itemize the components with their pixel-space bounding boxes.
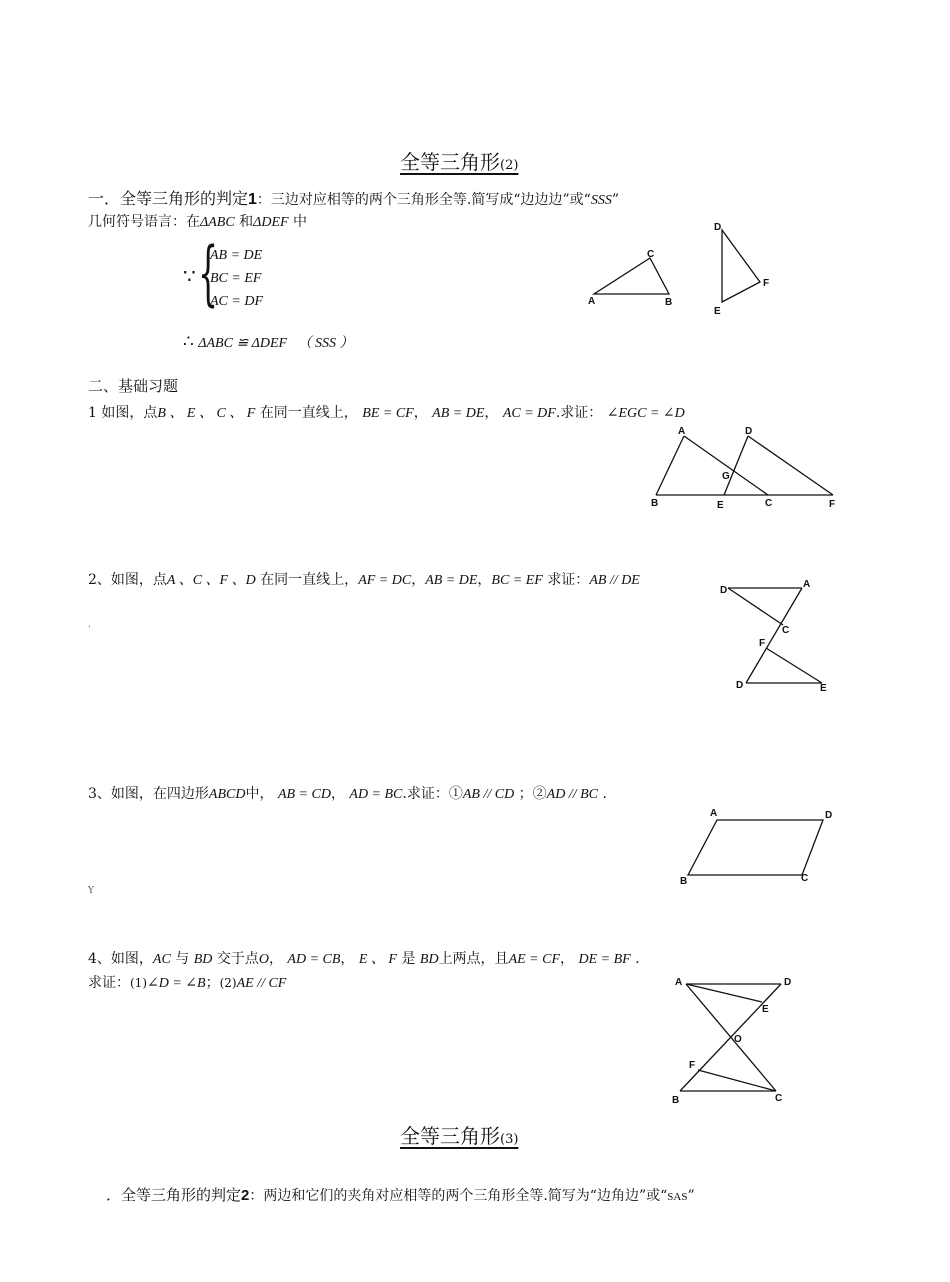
figure-q3 — [680, 808, 832, 887]
svg-text:F: F — [689, 1060, 696, 1071]
q4-ac: AC — [152, 952, 171, 967]
sec3-end: ” — [687, 1188, 695, 1204]
q1-label: 1 如图，点 — [88, 405, 158, 421]
q4-label: 4、如图， — [88, 951, 153, 967]
q3-prove: .求证： — [402, 786, 449, 802]
svg-text:D: D — [784, 977, 792, 988]
svg-text:C: C — [765, 498, 773, 509]
q4-goal1-num: (1) — [130, 976, 147, 990]
svg-text:D: D — [745, 426, 753, 437]
label-d: D — [714, 222, 722, 233]
q3-end: . — [602, 786, 607, 802]
svg-text:A: A — [710, 808, 718, 819]
reason: （ SSS ） — [297, 336, 354, 351]
heading-sss: SSS — [590, 193, 612, 208]
q3-sep: ； — [518, 786, 533, 802]
q2-points: A 、C 、F 、D — [166, 573, 256, 588]
q4-goal2: AE // CF — [236, 976, 287, 991]
q3-quad: ABCD — [208, 787, 246, 802]
q4-goal2-num: (2) — [219, 976, 237, 990]
q1-text: 在同一直线上， — [259, 405, 358, 421]
label-e: E — [714, 306, 721, 317]
q4-with: 与 — [175, 951, 190, 967]
q2-cond1: AF = DC — [358, 573, 412, 588]
sec3-number: 2 — [241, 1187, 250, 1204]
question-4: 4、如图，AC 与 BD 交于点O， AD = CB， E 、 F 是 BD上两点，且AE = CF， DE = BF . — [88, 951, 640, 967]
condition-1: AB = DE — [210, 248, 263, 263]
q2-goal: AB // DE — [589, 573, 640, 588]
q4-cond1: AD = CB — [287, 952, 341, 967]
q3-cond2: AD = BC — [349, 787, 403, 802]
q4-bd2: BD — [419, 952, 439, 967]
brace-icon: { — [198, 232, 219, 314]
q4-is: 是 — [401, 951, 416, 967]
svg-text:G: G — [722, 471, 730, 482]
svg-text:C: C — [801, 873, 809, 884]
svg-text:D: D — [825, 810, 833, 821]
triangle-abc: ΔABC — [200, 215, 235, 230]
svg-text:E: E — [820, 683, 827, 694]
condition-3: AC = DF — [210, 294, 263, 309]
title-text: 全等三角形 — [400, 1124, 500, 1148]
conclusion: ΔABC ≌ ΔDEF — [198, 336, 288, 351]
label-c: C — [647, 249, 655, 260]
label-f: F — [763, 278, 770, 289]
svg-text:A: A — [675, 977, 683, 988]
sec3-text: ：两边和它们的夹角对应相等的两个三角形全等.简写为“边角边”或“ — [249, 1188, 668, 1204]
heading-end: ” — [611, 192, 620, 208]
triangle-def-shape — [722, 230, 760, 302]
q3-goal2: AD // BC — [546, 787, 598, 802]
q3-goal1-num: ① — [448, 786, 463, 802]
svg-text:A: A — [678, 426, 686, 437]
q1-cond2: AB = DE — [432, 406, 485, 421]
svg-text:D: D — [736, 680, 744, 691]
mid-word: 中 — [293, 214, 308, 230]
symbol-lang-label: 几何符号语言：在 — [88, 214, 200, 230]
heading-text: ：三边对应相等的两个三角形全等.简写成“边边边”或“ — [256, 192, 591, 208]
svg-text:E: E — [717, 500, 724, 511]
label-a: A — [588, 296, 596, 307]
q2-prove: 求证： — [547, 572, 590, 588]
q1-cond3: AC = DF — [502, 406, 556, 421]
because-symbol: ∵ — [183, 264, 196, 288]
svg-text:E: E — [762, 1004, 769, 1015]
q2-cond2: AB = DE — [425, 573, 478, 588]
question-4-goal — [88, 972, 286, 992]
figure-q1 — [651, 426, 835, 511]
question-1: 1 如图，点B 、 E 、 C 、 F 在同一直线上， BE = CF， AB = DE， AC = DF.求证： ∠EGC = ∠D — [88, 405, 685, 421]
title-number: (2) — [500, 158, 519, 173]
q4-points: E 、 F — [358, 952, 397, 967]
svg-text:D: D — [720, 585, 728, 596]
q4-cond3: DE = BF — [578, 952, 631, 967]
therefore-symbol: ∴ — [183, 332, 194, 352]
q1-points: B 、 E 、 C 、 F — [157, 406, 256, 421]
figure-q4 — [672, 977, 791, 1106]
q4-cond2: AE = CF — [508, 952, 561, 967]
title-number: (3) — [500, 1132, 519, 1147]
q3-label: 3、如图，在四边形 — [88, 786, 209, 802]
q4-o: O — [258, 952, 269, 967]
svg-text:C: C — [782, 625, 790, 636]
figure-q2 — [720, 579, 827, 694]
q4-sep: ； — [205, 975, 220, 991]
svg-text:O: O — [734, 1034, 742, 1045]
heading-number: 1 — [248, 191, 257, 208]
q4-prove: 求证： — [88, 975, 130, 991]
sec3-sas: SAS — [667, 1191, 688, 1203]
triangle-abc-shape — [594, 258, 669, 294]
svg-text:F: F — [759, 638, 766, 649]
q4-goal1: ∠D = ∠B — [147, 976, 206, 991]
section3-heading — [106, 1184, 695, 1205]
q1-prove: .求证： — [555, 405, 603, 421]
and-word: 和 — [239, 214, 254, 230]
q3-mid: 中， — [245, 786, 274, 802]
q4-bd: BD — [193, 952, 213, 967]
svg-text:B: B — [672, 1095, 680, 1106]
q3-goal1: AB // CD — [462, 787, 515, 802]
section2-heading: 二、基础习题 — [88, 377, 179, 395]
triangle-def: ΔDEF — [253, 215, 289, 230]
q3-goal2-num: ② — [532, 786, 547, 802]
heading-prefix: 一．全等三角形的判定 — [88, 189, 249, 208]
label-b: B — [665, 297, 673, 308]
svg-text:B: B — [680, 876, 688, 887]
q4-cross: 交于点 — [216, 951, 259, 967]
q2-cond3: BC = EF — [491, 573, 543, 588]
q2-label: 2、如图，点 — [88, 572, 167, 588]
page-title-3 — [400, 1120, 518, 1149]
svg-text:F: F — [829, 499, 836, 510]
q1-goal: ∠EGC = ∠D — [606, 406, 685, 421]
question-3: 3、如图，在四边形ABCD中， AB = CD， AD = BC.求证：①AB // CD ；②AD // BC . — [88, 786, 607, 802]
q4-two: 上两点，且 — [438, 951, 509, 967]
q1-cond1: BE = CF — [362, 406, 414, 421]
q2-text: 在同一直线上， — [260, 572, 359, 588]
stray-mark-y: Y — [88, 886, 94, 896]
stray-mark-dot: . — [88, 620, 91, 630]
condition-2: BC = EF — [210, 271, 262, 286]
svg-text:A: A — [803, 579, 811, 590]
question-2: 2、如图，点A 、C 、F 、D 在同一直线上，AF = DC，AB = DE，BC = EF 求证：AB // DE — [88, 572, 640, 588]
svg-text:B: B — [651, 498, 659, 509]
svg-text:C: C — [775, 1093, 783, 1104]
title-text: 全等三角形 — [400, 150, 500, 174]
q3-cond1: AB = CD — [277, 787, 331, 802]
sec3-prefix: ．全等三角形的判定 — [106, 1186, 242, 1204]
